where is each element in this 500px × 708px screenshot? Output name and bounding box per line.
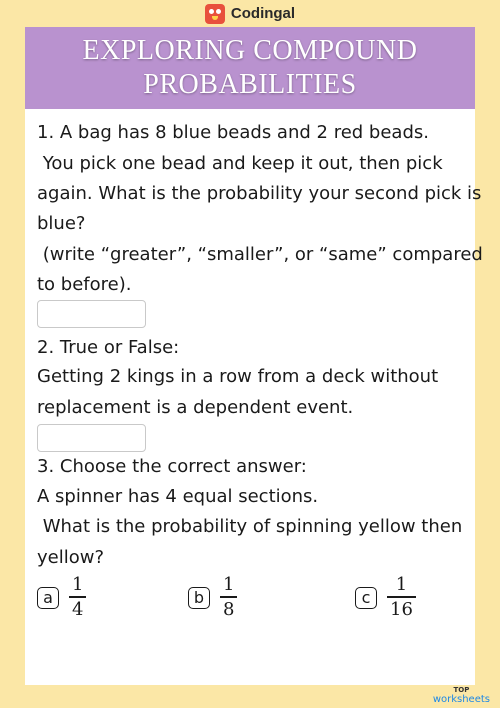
fraction-denominator: 8 xyxy=(223,598,235,620)
fraction-numerator: 1 xyxy=(223,574,235,595)
fraction xyxy=(69,574,86,622)
brand-bar xyxy=(0,0,500,27)
fraction xyxy=(220,574,237,622)
fraction-numerator: 1 xyxy=(72,574,84,595)
q2-line: replacement is a dependent event. xyxy=(37,397,354,418)
footer-logo-top: TOP xyxy=(453,686,470,694)
q3-line: yellow? xyxy=(37,547,105,568)
q3-option-b[interactable] xyxy=(188,574,237,622)
option-label[interactable]: c xyxy=(355,587,377,609)
option-label[interactable]: b xyxy=(188,587,210,609)
q1-line: again. What is the probability your second pick is xyxy=(37,183,482,204)
fraction-numerator: 1 xyxy=(395,574,408,595)
fraction-denominator: 4 xyxy=(72,598,84,620)
worksheet-title xyxy=(25,27,475,109)
title-line-1: EXPLORING COMPOUND xyxy=(82,35,418,66)
worksheet-body xyxy=(25,109,483,685)
fraction xyxy=(387,574,416,622)
q2-line: 2. True or False: xyxy=(37,337,180,358)
q3-line: A spinner has 4 equal sections. xyxy=(37,486,319,507)
q1-line: blue? xyxy=(37,213,86,234)
footer-logo-bottom: worksheets xyxy=(432,694,490,705)
q3-line: 3. Choose the correct answer: xyxy=(37,456,307,477)
title-line-2: PROBABILITIES xyxy=(143,69,357,100)
q1-answer-input[interactable] xyxy=(37,300,146,328)
q1-line: to before). xyxy=(37,274,132,295)
q2-answer-input[interactable] xyxy=(37,424,146,452)
q2-line: Getting 2 kings in a row from a deck without xyxy=(37,366,439,387)
q1-line: You pick one bead and keep it out, then pick xyxy=(37,153,443,174)
q3-line: What is the probability of spinning yellow then xyxy=(37,516,463,537)
q3-option-c[interactable] xyxy=(355,574,416,622)
q1-line: (write “greater”, “smaller”, or “same” compared xyxy=(37,244,483,265)
topworksheets-logo xyxy=(433,686,490,706)
q3-option-a[interactable] xyxy=(37,574,86,622)
q1-line: 1. A bag has 8 blue beads and 2 red beads. xyxy=(37,122,429,143)
option-label[interactable]: a xyxy=(37,587,59,609)
penguin-logo-icon xyxy=(205,4,225,24)
brand-name: Codingal xyxy=(230,5,296,22)
fraction-denominator: 16 xyxy=(390,598,413,620)
